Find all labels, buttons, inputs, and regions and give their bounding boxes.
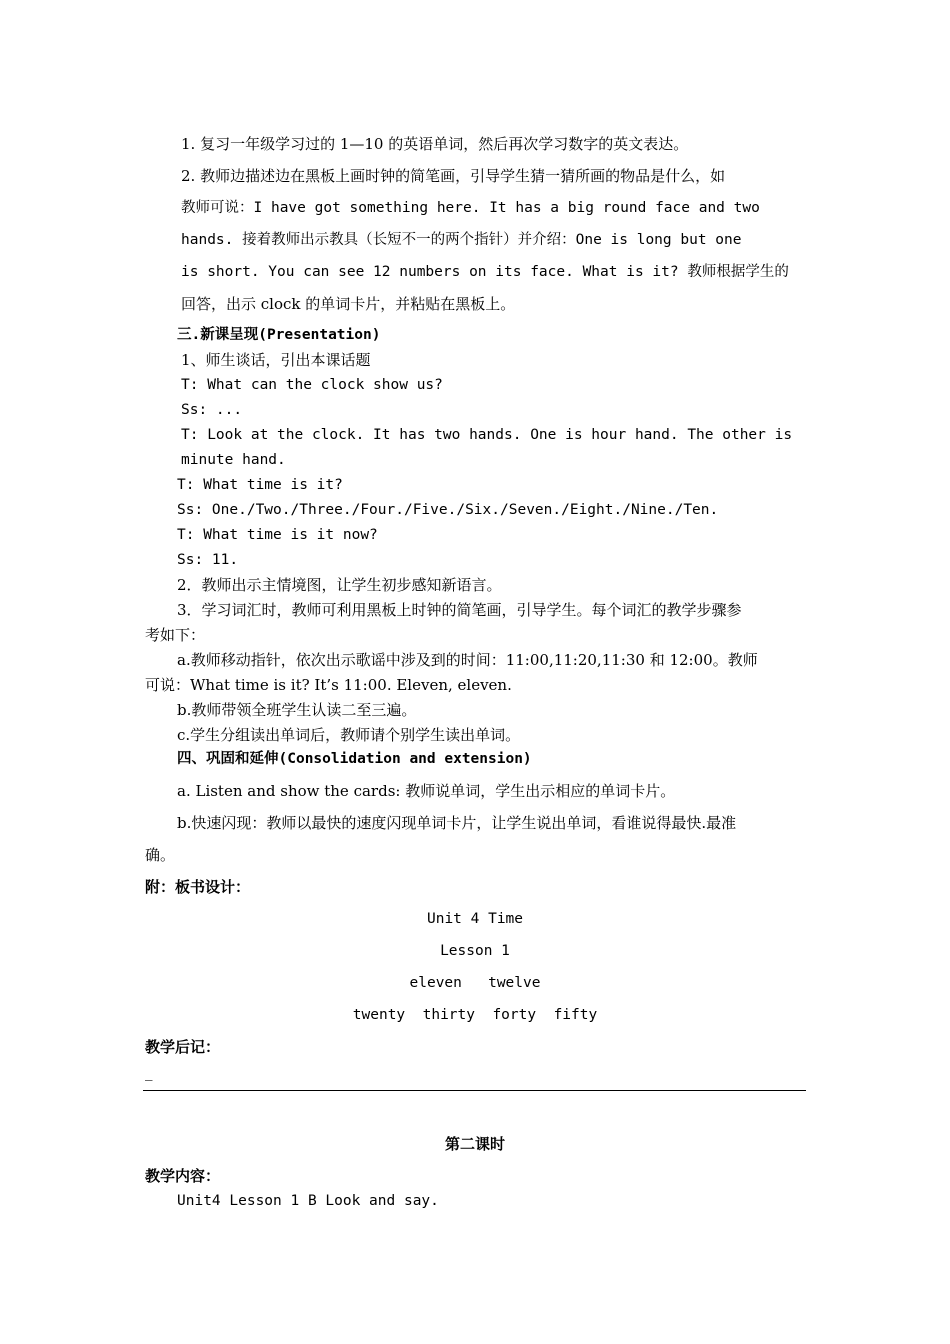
step-2-line-2: 教师可说：I have got something here. It has a big round face and two [181,200,760,216]
section-heading-presentation: 三.新课呈现(Presentation) [177,327,381,343]
board-design-heading: 附：板书设计： [145,878,251,896]
dialogue-line: Ss: ... [181,402,243,418]
consolidation-item-b-cont: 确。 [145,846,176,864]
presentation-item-1: 1、师生谈话，引出本课话题 [181,351,371,369]
step-2-clock-drawing: 2. 教师边描述边在黑板上画时钟的简笔画，引导学生猜一猜所画的物品是什么，如 [181,167,726,185]
board-unit-title: Unit 4 Time [426,911,524,927]
dialogue-line: T: What time is it now? [177,527,378,543]
board-words-row-2: twenty thirty forty fifty [352,1007,598,1023]
dialogue-line: T: What time is it? [177,477,343,493]
step-1-review-numbers: 1. 复习一年级学习过的 1—10 的英语单词，然后再次学习数字的英文表达。 [181,135,689,153]
consolidation-item-a: a. Listen and show the cards: 教师说单词，学生出示相应的单词卡片。 [177,782,676,800]
step-2-line-3: hands. 接着教师出示教具（长短不一的两个指针）并介绍：One is long but one [181,232,742,248]
dialogue-line: Ss: 11. [177,552,239,568]
presentation-item-3-cont: 考如下： [145,626,206,644]
vocab-step-c: c.学生分组读出单词后，教师请个别学生读出单词。 [177,726,521,744]
board-words-row-1: eleven twelve [409,975,541,991]
vocab-step-b: b.教师带领全班学生认读二至三遍。 [177,701,417,719]
teaching-notes-blank: _ [145,1063,153,1081]
dialogue-line: Ss: One./Two./Three./Four./Five./Six./Seven./Eight./Nine./Ten. [177,502,719,518]
step-2-line-5: 回答，出示 clock 的单词卡片，并粘贴在黑板上。 [181,295,516,313]
section-heading-consolidation: 四、巩固和延伸(Consolidation and extension) [177,751,532,767]
vocab-step-a-cont: 可说：What time is it? It’s 11:00. Eleven, eleven. [145,676,512,694]
consolidation-item-b: b.快速闪现：教师以最快的速度闪现单词卡片，让学生说出单词，看谁说得最快.最准 [177,814,737,832]
teaching-content-heading: 教学内容： [145,1167,221,1185]
divider-line [143,1090,806,1091]
board-lesson-title: Lesson 1 [440,943,510,959]
vocab-step-a: a.教师移动指针，依次出示歌谣中涉及到的时间：11:00,11:20,11:30 和 12:00。教师 [177,651,758,669]
dialogue-line: T: Look at the clock. It has two hands. One is hour hand. The other is [181,427,793,443]
presentation-item-2: 2．教师出示主情境图，让学生初步感知新语言。 [177,576,502,594]
teaching-content-text: Unit4 Lesson 1 B Look and say. [177,1193,439,1209]
teaching-notes-heading: 教学后记： [145,1038,221,1056]
step-2-line-4: is short. You can see 12 numbers on its face. What is it? 教师根据学生的 [181,264,789,280]
lesson-2-title: 第二课时 [444,1135,505,1153]
dialogue-line: T: What can the clock show us? [181,377,443,393]
presentation-item-3: 3．学习词汇时，教师可利用黑板上时钟的简笔画，引导学生。每个词汇的教学步骤参 [177,601,742,619]
dialogue-line: minute hand. [181,452,286,468]
